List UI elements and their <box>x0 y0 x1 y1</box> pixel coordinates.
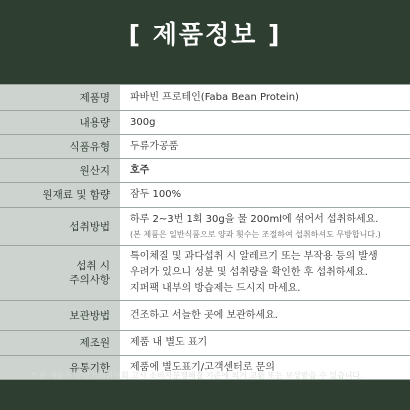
value-line: 제품에 별도표기/고객센터로 문의 <box>130 361 275 373</box>
value-directions <box>120 208 410 245</box>
value-storage <box>120 301 410 330</box>
row-food-type <box>0 134 410 158</box>
label-food-type: 식품유형 <box>0 135 120 158</box>
label-net-weight: 내용량 <box>0 111 120 134</box>
row-origin <box>0 158 410 182</box>
label-storage: 보관방법 <box>0 301 120 330</box>
label-manufacturer: 제조원 <box>0 331 120 355</box>
value-line: 제품 내 별도 표기 <box>130 337 208 348</box>
value-subnote: (본 제품은 일반식품으로 양과 횟수는 조절하여 섭취하셔도 무방합니다.) <box>130 229 381 239</box>
value-line: 지퍼팩 내부의 방습제는 드시지 마세요. <box>130 283 301 294</box>
row-net-weight <box>0 110 410 134</box>
row-ingredients <box>0 182 410 207</box>
page-title: [ 제품정보 ] <box>128 20 282 49</box>
value-product-name <box>120 85 410 110</box>
value-ingredients <box>120 183 410 207</box>
value-line: 파바빈 프로테인(Faba Bean Protein) <box>130 91 299 103</box>
row-directions <box>0 207 410 245</box>
value-line: 호주 <box>130 164 150 176</box>
label-product-name: 제품명 <box>0 85 120 110</box>
value-line: 두류가공품 <box>130 140 179 152</box>
label-line: 주의사항 <box>69 274 110 286</box>
value-food-type <box>120 135 410 158</box>
value-cautions <box>120 246 410 300</box>
value-origin <box>120 159 410 182</box>
value-line: 우려가 있으니 성분 및 섭취량을 확인한 후 섭취하세요. <box>130 267 368 278</box>
value-line: 하루 2~3번 1회 30g을 물 200ml에 섞어서 섭취하세요. <box>130 213 379 225</box>
row-cautions <box>0 245 410 300</box>
consumer-notice: * 본 제품은 공정거래위원회 고시 소비자분쟁해결 기준에 의거 교환 또는 보상받을 수 있습니다. <box>32 371 363 380</box>
row-manufacturer <box>0 330 410 355</box>
value-net-weight <box>120 111 410 134</box>
value-line: 300g <box>130 116 156 128</box>
value-line: 특이체질 및 과다섭취 시 알레르기 또는 부작용 등의 발생 <box>130 251 378 262</box>
value-manufacturer <box>120 331 410 355</box>
value-line: 잠두 100% <box>130 189 182 200</box>
label-ingredients: 원재료 및 함량 <box>0 183 120 207</box>
value-line: 건조하고 서늘한 곳에 보관하세요. <box>130 309 278 321</box>
label-expiry: 유통기한 <box>0 356 120 379</box>
row-storage <box>0 300 410 330</box>
product-info-table <box>0 84 410 380</box>
label-line: 섭취 시 <box>76 260 110 272</box>
row-product-name <box>0 84 410 110</box>
label-directions: 섭취방법 <box>0 208 120 245</box>
label-origin: 원산지 <box>0 159 120 182</box>
label-cautions <box>0 246 120 300</box>
